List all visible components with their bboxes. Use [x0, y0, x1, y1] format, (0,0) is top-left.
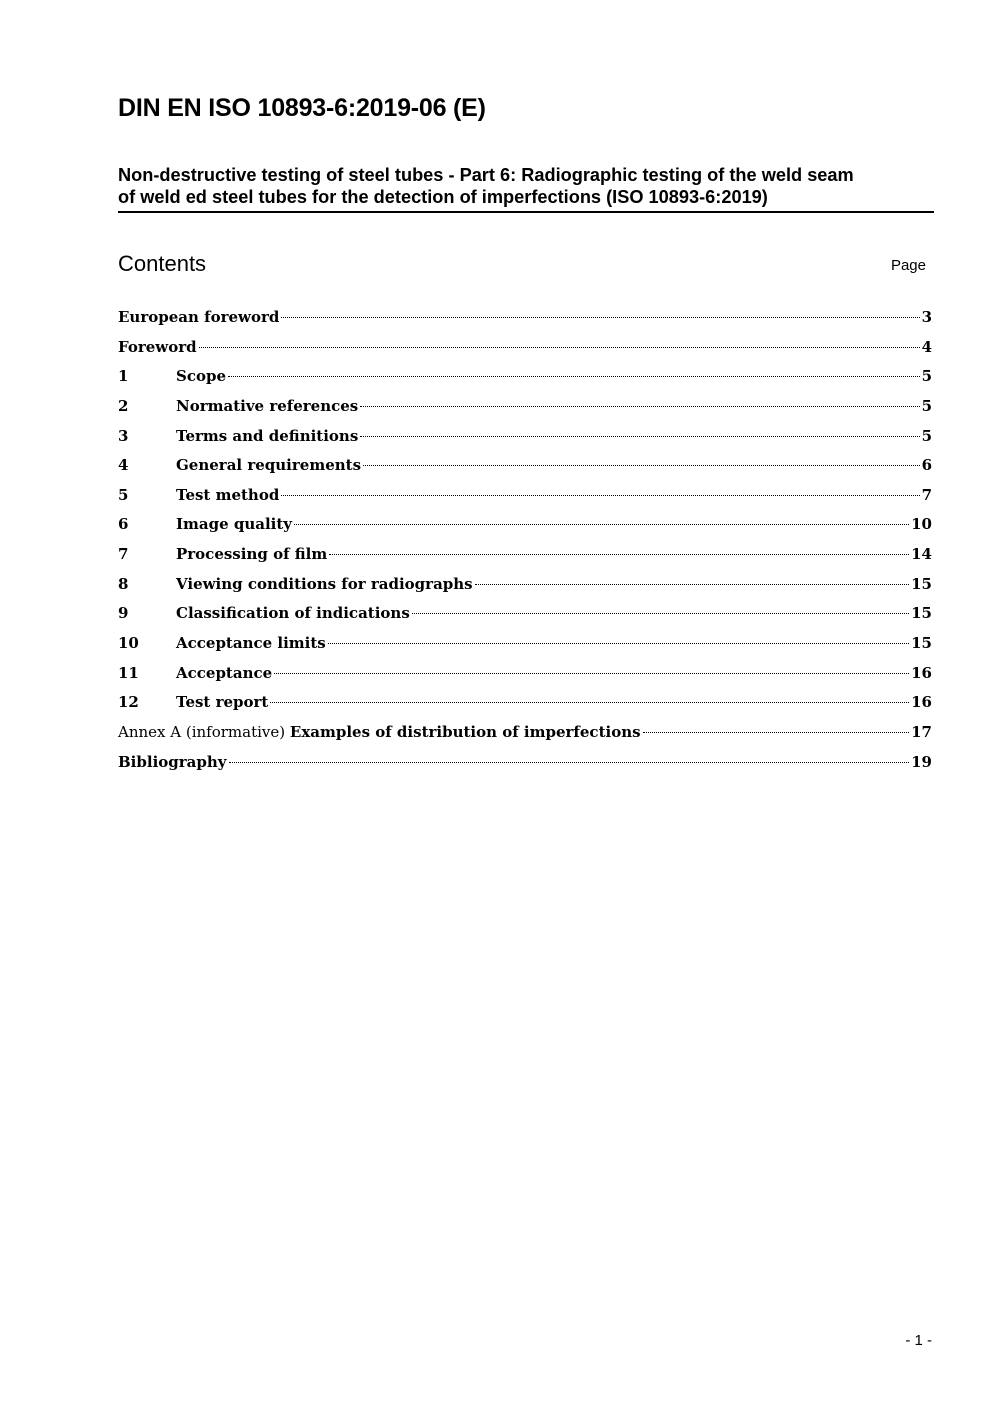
- toc-leader-dots: [281, 495, 919, 496]
- toc-entry-text: Scope: [176, 367, 227, 386]
- toc-entry-scope[interactable]: [118, 362, 932, 392]
- toc-entry-text: [118, 718, 641, 748]
- toc-entry-classification-of-indications[interactable]: [118, 599, 932, 629]
- toc-entry-number: 2: [118, 396, 129, 415]
- toc-leader-dots: [229, 762, 910, 763]
- toc-entry-number: 1: [118, 367, 129, 386]
- contents-heading: Contents: [118, 251, 207, 276]
- toc-entry-image-quality[interactable]: [118, 510, 932, 540]
- toc-entry-number: 3: [118, 426, 129, 445]
- toc-entry-number: 11: [118, 663, 139, 682]
- toc-entry-terms-and-definitions[interactable]: [118, 422, 932, 452]
- toc-entry-text: Test report: [176, 693, 269, 712]
- toc-entry-page: 5: [921, 367, 932, 386]
- toc-leader-dots: [475, 584, 910, 585]
- toc-entry-normative-references[interactable]: [118, 392, 932, 422]
- toc-leader-dots: [360, 436, 919, 437]
- toc-entry-page: 16: [911, 693, 932, 712]
- subtitle-line-2: of weld ed steel tubes for the detection of imperfections (ISO 10893-6:2019): [118, 187, 768, 207]
- toc-entry-text: Viewing conditions for radiographs: [176, 574, 473, 593]
- subtitle-line-1: Non-destructive testing of steel tubes - Part 6: Radiographic testing of the weld seam: [118, 165, 854, 185]
- toc-entry-text: Test method: [176, 485, 280, 504]
- toc-entry-page: 5: [921, 396, 932, 415]
- toc-entry-text: Terms and definitions: [176, 426, 359, 445]
- toc-entry-number: 4: [118, 456, 129, 475]
- toc-entry-page: 15: [911, 634, 932, 653]
- toc-entry-page: 4: [921, 337, 932, 356]
- toc-entry-number: 5: [118, 485, 129, 504]
- toc-entry-annex-a[interactable]: [118, 718, 932, 748]
- toc-leader-dots: [270, 702, 909, 703]
- toc-entry-number: 12: [118, 693, 139, 712]
- toc-entry-text: Processing of film: [176, 545, 328, 564]
- document-title: DIN EN ISO 10893-6:2019-06 (E): [118, 94, 486, 122]
- toc-leader-dots: [228, 376, 920, 377]
- document-subtitle: [118, 164, 934, 213]
- toc-entry-test-report[interactable]: [118, 688, 932, 718]
- toc-entry-text: General requirements: [176, 456, 362, 475]
- toc-entry-text: Acceptance limits: [176, 634, 326, 653]
- toc-entry-number: 10: [118, 634, 139, 653]
- toc-leader-dots: [294, 524, 909, 525]
- toc-entry-foreword[interactable]: [118, 333, 932, 363]
- toc-entry-page: 10: [911, 515, 932, 534]
- toc-entry-acceptance[interactable]: [118, 659, 932, 689]
- toc-entry-text: Normative references: [176, 396, 359, 415]
- toc-leader-dots: [360, 406, 919, 407]
- toc-entry-number: 9: [118, 604, 129, 623]
- table-of-contents: [118, 303, 932, 777]
- toc-leader-dots: [329, 554, 909, 555]
- toc-entry-number: 8: [118, 574, 129, 593]
- toc-leader-dots: [412, 613, 909, 614]
- toc-entry-page: 15: [911, 574, 932, 593]
- toc-leader-dots: [643, 732, 910, 733]
- toc-entry-page: 15: [911, 604, 932, 623]
- toc-entry-page: 19: [911, 752, 932, 771]
- page-number: - 1 -: [905, 1332, 932, 1349]
- toc-entry-number: 7: [118, 545, 129, 564]
- toc-leader-dots: [274, 673, 909, 674]
- toc-entry-processing-of-film[interactable]: [118, 540, 932, 570]
- toc-entry-page: 6: [921, 456, 932, 475]
- toc-entry-text: Foreword: [118, 337, 197, 356]
- toc-entry-page: 7: [921, 485, 932, 504]
- toc-entry-text: Bibliography: [118, 752, 227, 771]
- toc-entry-number: 6: [118, 515, 129, 534]
- toc-entry-page: 16: [911, 663, 932, 682]
- toc-entry-page: 3: [921, 308, 932, 326]
- toc-entry-page: 17: [911, 722, 932, 741]
- toc-leader-dots: [199, 347, 920, 348]
- toc-annex-prefix: Annex A (informative): [118, 722, 290, 741]
- toc-entry-text: Acceptance: [176, 663, 273, 682]
- toc-entry-test-method[interactable]: [118, 481, 932, 511]
- toc-leader-dots: [328, 643, 909, 644]
- toc-entry-acceptance-limits[interactable]: [118, 629, 932, 659]
- toc-entry-viewing-conditions[interactable]: [118, 570, 932, 600]
- toc-leader-dots: [363, 465, 920, 466]
- toc-annex-title: Examples of distribution of imperfections: [289, 722, 641, 741]
- toc-entry-bibliography[interactable]: [118, 748, 932, 778]
- toc-entry-text: European foreword: [118, 308, 280, 326]
- toc-entry-page: 14: [911, 545, 932, 564]
- toc-entry-page: 5: [921, 426, 932, 445]
- toc-leader-dots: [281, 317, 919, 318]
- page-column-label: Page: [890, 257, 926, 274]
- toc-entry-general-requirements[interactable]: [118, 451, 932, 481]
- toc-entry-text: Image quality: [176, 515, 293, 534]
- toc-entry-european-foreword[interactable]: [118, 303, 932, 333]
- toc-entry-text: Classification of indications: [176, 604, 410, 623]
